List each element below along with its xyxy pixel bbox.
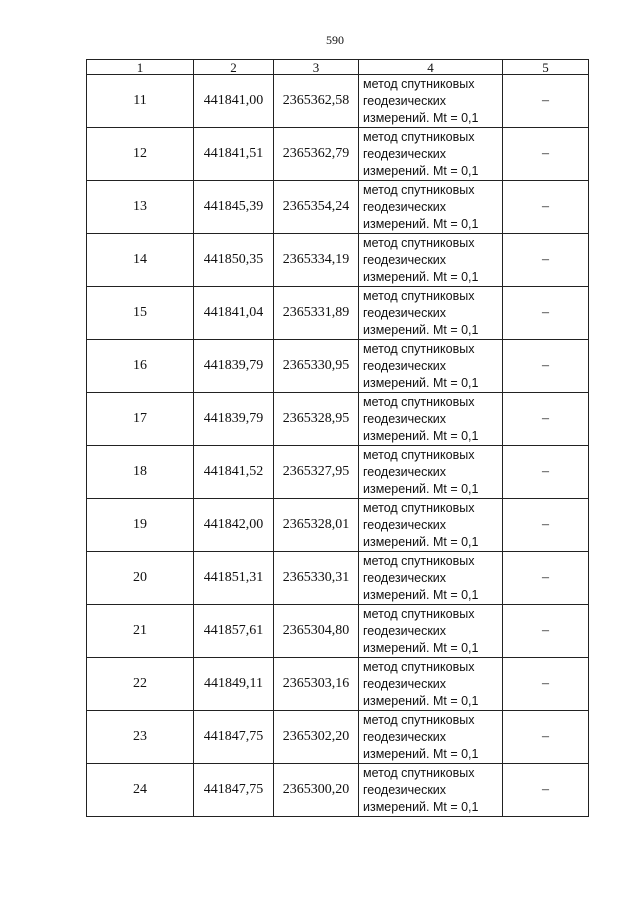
method-text-line: метод спутниковых [363,553,475,568]
method-text-line: метод спутниковых [363,712,475,727]
table-row [87,393,589,446]
point-number-cell: 23 [87,711,194,764]
column-header: 3 [274,60,359,75]
method-text-line: геодезических [363,199,447,214]
note-cell: – [503,446,589,499]
method-text-line: измерений. Mt = 0,1 [363,693,479,708]
method-cell [359,234,503,287]
method-cell [359,605,503,658]
method-text-line: метод спутниковых [363,235,475,250]
y-coordinate-cell: 2365304,80 [274,605,359,658]
point-number-cell: 11 [87,75,194,128]
point-number-cell: 21 [87,605,194,658]
method-text-line: метод спутниковых [363,341,475,356]
y-coordinate-cell: 2365354,24 [274,181,359,234]
point-number-cell: 19 [87,499,194,552]
point-number-cell: 20 [87,552,194,605]
method-text-line: метод спутниковых [363,182,475,197]
note-cell: – [503,552,589,605]
note-cell: – [503,128,589,181]
table-row [87,340,589,393]
method-cell [359,552,503,605]
method-text-line: измерений. Mt = 0,1 [363,163,479,178]
note-cell: – [503,393,589,446]
x-coordinate-cell: 441841,52 [194,446,274,499]
y-coordinate-cell: 2365334,19 [274,234,359,287]
x-coordinate-cell: 441849,11 [194,658,274,711]
note-cell: – [503,764,589,817]
method-text-line: геодезических [363,729,447,744]
method-text-line: геодезических [363,358,447,373]
note-cell: – [503,605,589,658]
method-cell [359,128,503,181]
x-coordinate-cell: 441847,75 [194,711,274,764]
method-cell [359,711,503,764]
point-number-cell: 18 [87,446,194,499]
y-coordinate-cell: 2365328,95 [274,393,359,446]
table-row [87,287,589,340]
note-cell: – [503,181,589,234]
x-coordinate-cell: 441839,79 [194,393,274,446]
method-cell [359,287,503,340]
table-row [87,711,589,764]
note-cell: – [503,234,589,287]
y-coordinate-cell: 2365328,01 [274,499,359,552]
note-cell: – [503,340,589,393]
method-cell [359,446,503,499]
y-coordinate-cell: 2365331,89 [274,287,359,340]
method-text-line: измерений. Mt = 0,1 [363,481,479,496]
method-text-line: измерений. Mt = 0,1 [363,216,479,231]
method-text-line: геодезических [363,146,447,161]
table-header-row [87,60,589,75]
table-row [87,128,589,181]
y-coordinate-cell: 2365362,79 [274,128,359,181]
method-text-line: геодезических [363,411,447,426]
table-row [87,75,589,128]
y-coordinate-cell: 2365303,16 [274,658,359,711]
x-coordinate-cell: 441850,35 [194,234,274,287]
column-header: 1 [87,60,194,75]
x-coordinate-cell: 441841,04 [194,287,274,340]
method-text-line: геодезических [363,623,447,638]
note-cell: – [503,499,589,552]
note-cell: – [503,287,589,340]
method-text-line: метод спутниковых [363,394,475,409]
note-cell: – [503,75,589,128]
table-row [87,499,589,552]
x-coordinate-cell: 441851,31 [194,552,274,605]
point-number-cell: 17 [87,393,194,446]
x-coordinate-cell: 441847,75 [194,764,274,817]
table-row [87,234,589,287]
method-cell [359,764,503,817]
method-text-line: метод спутниковых [363,447,475,462]
method-text-line: геодезических [363,676,447,691]
method-cell [359,393,503,446]
x-coordinate-cell: 441857,61 [194,605,274,658]
x-coordinate-cell: 441845,39 [194,181,274,234]
table-row [87,181,589,234]
method-text-line: измерений. Mt = 0,1 [363,110,479,125]
method-text-line: измерений. Mt = 0,1 [363,640,479,655]
method-text-line: измерений. Mt = 0,1 [363,375,479,390]
method-text-line: измерений. Mt = 0,1 [363,799,479,814]
x-coordinate-cell: 441842,00 [194,499,274,552]
point-number-cell: 22 [87,658,194,711]
table-row [87,552,589,605]
method-cell [359,499,503,552]
method-text-line: геодезических [363,570,447,585]
method-text-line: измерений. Mt = 0,1 [363,587,479,602]
method-text-line: измерений. Mt = 0,1 [363,746,479,761]
note-cell: – [503,658,589,711]
method-text-line: метод спутниковых [363,765,475,780]
y-coordinate-cell: 2365330,31 [274,552,359,605]
method-cell [359,181,503,234]
point-number-cell: 24 [87,764,194,817]
method-text-line: измерений. Mt = 0,1 [363,428,479,443]
method-text-line: геодезических [363,305,447,320]
y-coordinate-cell: 2365327,95 [274,446,359,499]
y-coordinate-cell: 2365362,58 [274,75,359,128]
coordinates-table [86,59,589,817]
method-text-line: метод спутниковых [363,500,475,515]
page-number: 590 [326,33,344,47]
x-coordinate-cell: 441841,51 [194,128,274,181]
method-text-line: геодезических [363,517,447,532]
method-text-line: измерений. Mt = 0,1 [363,322,479,337]
method-cell [359,658,503,711]
method-text-line: геодезических [363,252,447,267]
method-text-line: геодезических [363,464,447,479]
method-text-line: метод спутниковых [363,659,475,674]
y-coordinate-cell: 2365300,20 [274,764,359,817]
table-row [87,605,589,658]
method-text-line: геодезических [363,93,447,108]
method-text-line: метод спутниковых [363,76,475,91]
point-number-cell: 13 [87,181,194,234]
method-text-line: метод спутниковых [363,129,475,144]
point-number-cell: 12 [87,128,194,181]
x-coordinate-cell: 441841,00 [194,75,274,128]
method-cell [359,340,503,393]
point-number-cell: 14 [87,234,194,287]
column-header: 5 [503,60,589,75]
column-header: 4 [359,60,503,75]
y-coordinate-cell: 2365302,20 [274,711,359,764]
method-cell [359,75,503,128]
table-row [87,446,589,499]
method-text-line: метод спутниковых [363,288,475,303]
method-text-line: метод спутниковых [363,606,475,621]
method-text-line: измерений. Mt = 0,1 [363,534,479,549]
y-coordinate-cell: 2365330,95 [274,340,359,393]
x-coordinate-cell: 441839,79 [194,340,274,393]
point-number-cell: 16 [87,340,194,393]
table-row [87,658,589,711]
note-cell: – [503,711,589,764]
method-text-line: измерений. Mt = 0,1 [363,269,479,284]
table-row [87,764,589,817]
column-header: 2 [194,60,274,75]
point-number-cell: 15 [87,287,194,340]
method-text-line: геодезических [363,782,447,797]
